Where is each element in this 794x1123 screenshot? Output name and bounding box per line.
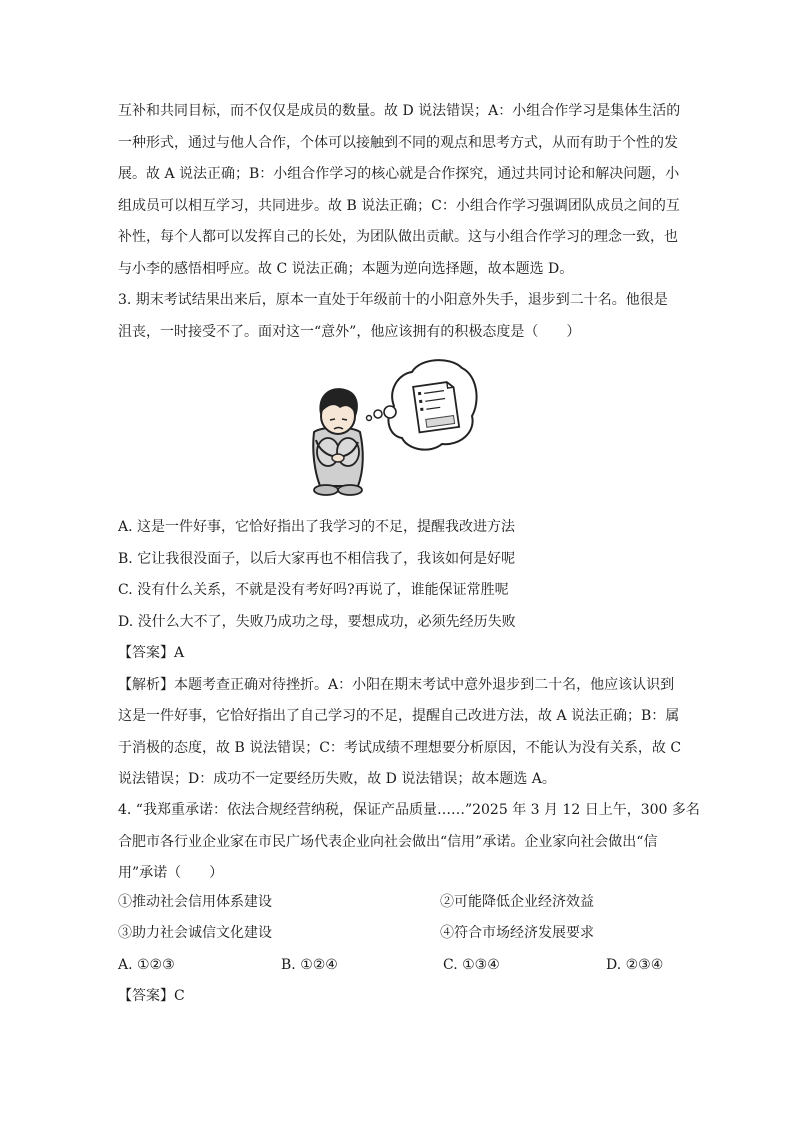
- choice-c: C. ①③④: [443, 957, 500, 973]
- statement-1: ①推动社会信用体系建设: [118, 894, 272, 910]
- analysis-line: 于消极的态度，故 B 说法错误；C：考试成绩不理想要分析原因，不能认为没有关系，故 C: [118, 739, 682, 756]
- choice-b: B. ①②④: [281, 957, 338, 973]
- option-c: C. 没有什么关系，不就是没有考好吗?再说了，谁能保证常胜呢: [118, 582, 509, 598]
- text-line: 组成员可以相互学习，共同进步。故 B 说法正确；C：小组合作学习强调团队成员之间的互: [118, 197, 680, 214]
- question-3-answer: 【答案】A: [118, 645, 185, 661]
- statement-2: ②可能降低企业经济效益: [440, 894, 594, 910]
- statement-row: [118, 918, 678, 949]
- prev-explanation: [118, 96, 681, 285]
- sad-student-illustration: [300, 354, 480, 499]
- analysis-line: 说法错误；D：成功不一定要经历失败，故 D 说法错误；故本题选 A。: [118, 771, 556, 787]
- text-line: 一种形式，通过与他人合作，个体可以接触到不同的观点和思考方式，从而有助于个性的发: [118, 134, 678, 151]
- statement-4: ④符合市场经济发展要求: [440, 925, 594, 941]
- text-line: 用”承诺（ ）: [118, 865, 224, 881]
- statement-row: [118, 887, 678, 918]
- question-3-stem: [118, 285, 678, 348]
- text-line: 合肥市各行业企业家在市民广场代表企业向社会做出“信用”承诺。企业家向社会做出“信: [118, 833, 658, 850]
- analysis-line: 【解析】本题考查正确对待挫折。A：小阳在期末考试中意外退步到二十名，他应该认识到: [118, 676, 675, 693]
- question-4-answer-block: [118, 981, 678, 1013]
- text-line: 互补和共同目标，而不仅仅是成员的数量。故 D 说法错误；A：小组合作学习是集体生活的: [118, 103, 681, 119]
- text-line: 与小李的感悟相呼应。故 C 说法正确；本题为逆向选择题，故本题选 D。: [118, 260, 574, 277]
- question-4-stem: [118, 795, 700, 890]
- question-4-answer: 【答案】C: [118, 988, 185, 1004]
- analysis-line: 这是一件好事，它恰好指出了自己学习的不足，提醒自己改进方法，故 A 说法正确；B：属: [118, 708, 680, 724]
- option-a: A. 这是一件好事，它恰好指出了我学习的不足，提醒我改进方法: [118, 519, 516, 535]
- text-line: 4. “我郑重承诺：依法合规经营纳税，保证产品质量……”2025 年 3 月 12 日上午，300 多名: [118, 802, 700, 818]
- text-line: 补性，每个人都可以发挥自己的长处，为团队做出贡献。这与小组合作学习的理念一致，也: [118, 229, 678, 245]
- choice-a: A. ①②③: [118, 957, 175, 973]
- statement-3: ③助力社会诚信文化建设: [118, 925, 272, 941]
- option-d: D. 没什么大不了，失败乃成功之母，要想成功，必须先经历失败: [118, 613, 516, 630]
- text-line: 3. 期末考试结果出来后，原本一直处于年级前十的小阳意外失手，退步到二十名。他很是: [118, 292, 668, 308]
- question-3-options: [118, 512, 682, 796]
- option-b: B. 它让我很没面子，以后大家再也不相信我了，我该如何是好呢: [118, 550, 516, 567]
- question-4-choices: [118, 950, 678, 981]
- text-line: 展。故 A 说法正确；B：小组合作学习的核心就是合作探究，通过共同讨论和解决问题，小: [118, 166, 680, 182]
- choice-d: D. ②③④: [606, 957, 664, 973]
- text-line: 沮丧，一时接受不了。面对这一“意外”，他应该拥有的积极态度是（ ）: [118, 323, 581, 340]
